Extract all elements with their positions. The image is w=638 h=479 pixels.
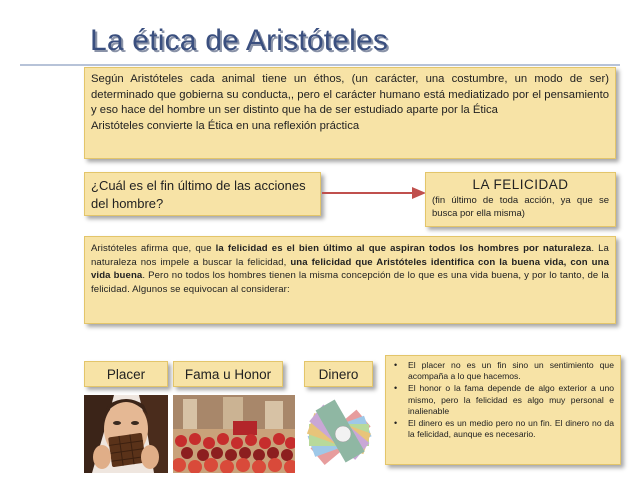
slide-title: La ética de Aristóteles bbox=[90, 24, 389, 57]
option-placer: Placer bbox=[84, 361, 168, 387]
main-bold-1: la felicidad es el bien último al que aspiran todos los hombres por naturaleza bbox=[215, 243, 592, 254]
bullet-honor bbox=[394, 383, 614, 417]
right-arrow-icon bbox=[322, 186, 426, 200]
chocolate-photo bbox=[84, 395, 168, 473]
bullets-box bbox=[385, 355, 621, 465]
option-fama: Fama u Honor bbox=[173, 361, 283, 387]
intro-paragraph-2: Aristóteles convierte la Ética en una reflexión práctica bbox=[91, 119, 360, 132]
main-text-1: Aristóteles afirma que, que bbox=[91, 243, 216, 254]
felicidad-subtext: (fin último de toda acción, ya que se busca por ella misma) bbox=[432, 195, 609, 219]
intro-paragraph-1: Según Aristóteles cada animal tiene un éthos, (un carácter, una costumbre, un modo de ser) determinado que gobierna su conducta,, pero el carácter humano está mediatizado por el pensamiento y eso hace del hombre un ser distinto que ha de ser estudiado aparte por la Ética bbox=[91, 73, 609, 116]
bullet-placer bbox=[394, 360, 614, 382]
bullet-list bbox=[394, 360, 614, 440]
bullet-dot-icon: • bbox=[394, 360, 398, 370]
felicidad-heading: LA FELICIDAD bbox=[472, 177, 569, 192]
question-box: ¿Cuál es el fin último de las acciones del hombre? bbox=[84, 172, 321, 216]
main-bold-2: una felicidad que Aristóteles identifica con la buena vida, con una vida buena bbox=[91, 256, 610, 281]
title-underline bbox=[20, 64, 620, 66]
bullet-dinero-text: El dinero es un medio pero no un fin. El dinero no da la felicidad, aunque es necesario. bbox=[408, 418, 614, 440]
option-dinero: Dinero bbox=[304, 361, 373, 387]
main-text-3: . Pero no todos los hombres tienen la misma concepción de lo que es una vida buena, y por lo tanto, de la felicidad. Algunos se equivocan al considerar: bbox=[91, 270, 609, 295]
money-photo bbox=[304, 395, 382, 473]
bullet-dot-icon: • bbox=[394, 418, 398, 429]
main-text-2: . La naturaleza nos impele a buscar la felicidad, bbox=[91, 243, 609, 268]
intro-box bbox=[84, 67, 616, 159]
bullet-dinero bbox=[394, 418, 614, 440]
bullet-honor-text: El honor o la fama depende de algo exterior a uno mismo, pero la felicidad es algo muy personal e inalienable bbox=[408, 383, 614, 416]
main-text-box bbox=[84, 236, 616, 324]
bullet-dot-icon: • bbox=[394, 383, 398, 394]
crowd-photo bbox=[173, 395, 295, 473]
felicidad-box bbox=[425, 172, 616, 227]
bullet-placer-text: El placer no es un fin sino un sentimiento que acompaña a lo que hacemos. bbox=[408, 360, 614, 382]
